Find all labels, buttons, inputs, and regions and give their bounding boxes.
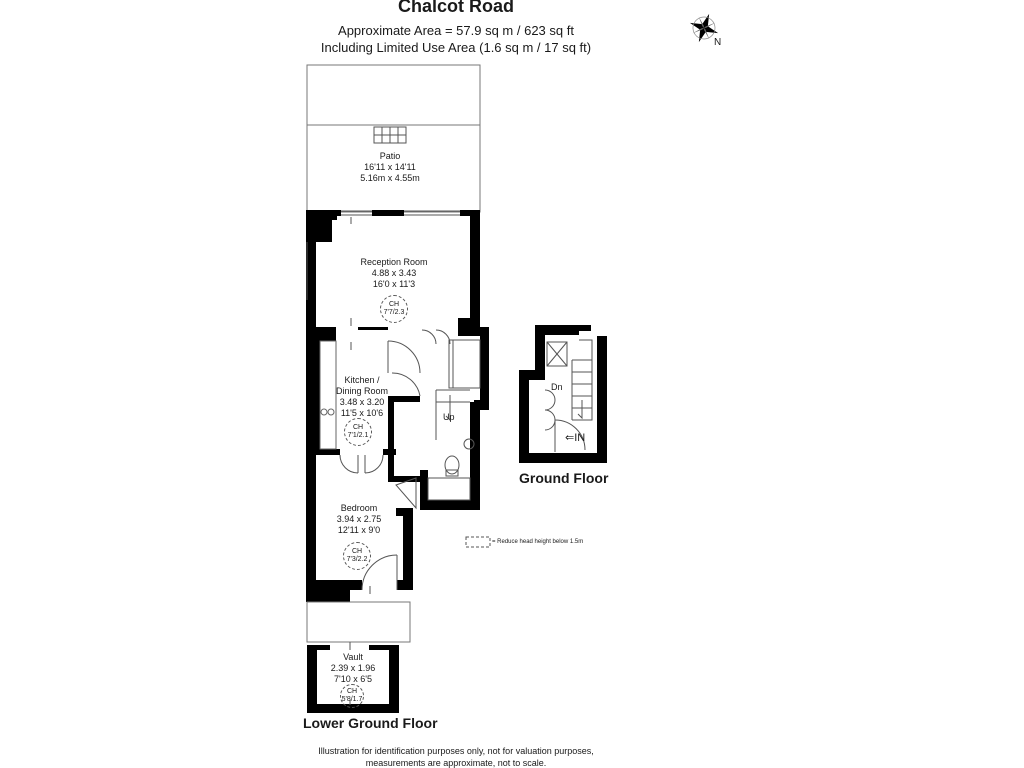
legend-swatch (466, 537, 490, 547)
bedroom-label (319, 503, 399, 536)
patio-name: Patio (379, 151, 401, 161)
reception-room-imperial: 16'0 x 11'3 (372, 279, 416, 289)
vault-metric: 2.39 x 1.96 (330, 663, 376, 673)
ground-floor-walls (519, 325, 607, 463)
vault-name: Vault (343, 652, 363, 662)
ground-floor-title: Ground Floor (519, 470, 609, 486)
bedroom-imperial: 12'11 x 9'0 (337, 525, 381, 535)
page-title: Chalcot Road (397, 0, 514, 16)
legend-text: = Reduce head height below 1.5m (492, 539, 584, 545)
kitchen-ceiling-height: CH 7'1/2.1 (344, 418, 372, 446)
patio-metric: 5.16m x 4.55m (360, 173, 420, 183)
kitchen-name-line1: Kitchen / (344, 375, 380, 385)
bedroom-ceiling-height: CH 7'3/2.2 (343, 542, 371, 570)
disclaimer-line1: Illustration for identification purposes only, not for valuation purposes, (318, 746, 594, 756)
patio-outline (307, 65, 480, 212)
vault-label (316, 652, 390, 685)
disclaimer-line2: measurements are approximate, not to scale. (365, 758, 547, 768)
stairs-down-label: Dn (551, 382, 563, 392)
patio-imperial: 16'11 x 14'11 (364, 162, 416, 172)
stairs-up-label: Up (443, 412, 455, 422)
reception-room-name: Reception Room (360, 257, 428, 267)
patio-steps (374, 127, 406, 143)
front-area-outline (307, 602, 410, 642)
limited-use-area: Including Limited Use Area (1.6 sq m / 17 sq ft) (320, 40, 592, 55)
reception-room-metric: 4.88 x 3.43 (371, 268, 417, 278)
entrance-text: IN (574, 432, 586, 444)
vault-imperial: 7'10 x 6'5 (334, 674, 372, 684)
entrance-label (565, 431, 585, 444)
compass-north-label: N (714, 37, 722, 48)
entrance-arrow-icon: ⇐ (565, 432, 575, 444)
kitchen-name-line2: Dining Room (335, 386, 389, 396)
kitchen-label (322, 375, 402, 419)
bedroom-metric: 3.94 x 2.75 (336, 514, 382, 524)
vault-ceiling-height: CH 5'8/1.7 (340, 684, 364, 708)
approximate-area: Approximate Area = 57.9 sq m / 623 sq ft (338, 23, 574, 38)
patio-label (330, 151, 450, 184)
bedroom-name: Bedroom (340, 503, 378, 513)
kitchen-imperial: 11'5 x 10'6 (340, 408, 384, 418)
kitchen-metric: 3.48 x 3.20 (339, 397, 385, 407)
reception-ceiling-height: CH 7'7/2.3 (380, 295, 408, 323)
lower-ground-floor-title: Lower Ground Floor (303, 715, 438, 731)
reception-room-label (334, 257, 454, 290)
